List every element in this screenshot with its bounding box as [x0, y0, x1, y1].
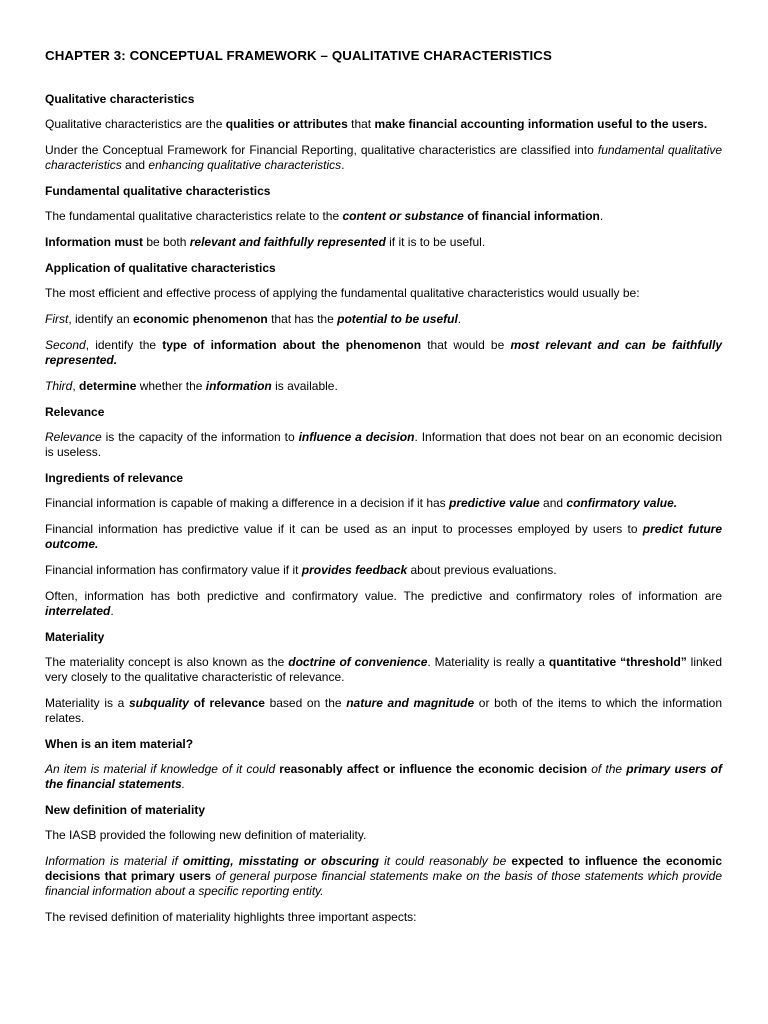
text-run: information — [205, 379, 272, 393]
text-run: fundamental qualitative characteristics — [45, 143, 726, 172]
text-run: doctrine of convenience — [288, 655, 428, 669]
text-run: Under the Conceptual Framework for Financial Reporting, qualitative characteristics are classified into — [45, 143, 598, 157]
text-run: if it is to be useful. — [385, 235, 486, 249]
text-run: make financial accounting information useful to the users. — [374, 117, 708, 131]
text-run: qualities or attributes — [225, 117, 348, 131]
text-run: and — [539, 496, 567, 510]
paragraph — [45, 117, 722, 132]
text-run: Financial information has predictive value if it can be used as an input to processes employed by users to — [45, 522, 643, 536]
text-run: of the — [587, 762, 627, 776]
text-run: is available. — [271, 379, 338, 393]
text-run: interrelated — [45, 604, 111, 618]
paragraph — [45, 496, 722, 511]
text-run: . — [181, 777, 186, 791]
paragraph — [45, 379, 722, 394]
text-run: Financial information is capable of making a difference in a decision if it has — [45, 496, 449, 510]
text-run: of relevance — [188, 696, 265, 710]
text-run: . — [457, 312, 462, 326]
section-heading: Materiality — [45, 630, 105, 644]
chapter-title: CHAPTER 3: CONCEPTUAL FRAMEWORK – QUALITATIVE CHARACTERISTICS — [45, 48, 552, 63]
paragraph — [45, 209, 722, 224]
text-run: linked very closely to the qualitative characteristic of relevance. — [45, 655, 726, 684]
paragraph — [45, 235, 722, 250]
text-run: subquality — [128, 696, 189, 710]
text-run: provides feedback — [301, 563, 408, 577]
paragraph — [45, 563, 722, 578]
paragraph — [45, 589, 726, 619]
text-run: whether the — [136, 379, 206, 393]
text-run: , — [72, 379, 80, 393]
text-run: Materiality is a — [45, 696, 129, 710]
text-run: expected to influence the economic decisions that primary users — [45, 854, 726, 883]
paragraph — [45, 430, 726, 460]
text-run: confirmatory value. — [566, 496, 678, 510]
section-heading: Relevance — [45, 405, 105, 419]
text-run: Second — [45, 338, 86, 352]
text-run: omitting, misstating or obscuring — [182, 854, 379, 868]
paragraph — [45, 910, 722, 925]
paragraph — [45, 522, 726, 552]
text-run: potential to be useful — [337, 312, 458, 326]
section-heading: Qualitative characteristics — [45, 92, 195, 106]
text-run: The most efficient and effective process of applying the fundamental qualitative characteristics would usually be: — [45, 286, 640, 300]
text-run: enhancing qualitative characteristics — [148, 158, 342, 172]
text-run: or both of the items to which the information relates. — [45, 696, 726, 725]
text-run: , identify the — [85, 338, 163, 352]
text-run: it could reasonably be — [379, 854, 512, 868]
text-run: that would be — [421, 338, 511, 352]
paragraph — [45, 338, 726, 368]
section-heading: Application of qualitative characteristics — [45, 261, 276, 275]
text-run: predictive value — [449, 496, 540, 510]
text-run: is the capacity of the information to — [101, 430, 299, 444]
text-run: The IASB provided the following new definition of materiality. — [45, 828, 367, 842]
text-run: quantitative “threshold” — [548, 655, 687, 669]
text-run: . — [110, 604, 114, 618]
paragraph — [45, 696, 726, 726]
text-run: nature and magnitude — [346, 696, 475, 710]
text-run: Information must — [45, 235, 143, 249]
text-run: influence a decision — [298, 430, 415, 444]
text-run: content or substance — [342, 209, 464, 223]
text-run: , identify an — [68, 312, 134, 326]
text-run: economic phenomenon — [133, 312, 268, 326]
text-run: predict future outcome. — [45, 522, 726, 551]
text-run: based on the — [264, 696, 347, 710]
section-heading: Ingredients of relevance — [45, 471, 184, 485]
paragraph — [45, 854, 726, 899]
paragraph — [45, 655, 726, 685]
text-run: Financial information has confirmatory value if it — [45, 563, 302, 577]
paragraph — [45, 286, 722, 301]
text-run: that has the — [267, 312, 338, 326]
paragraph — [45, 143, 726, 173]
paragraph — [45, 762, 726, 792]
paragraph — [45, 828, 722, 843]
text-run: The revised definition of materiality highlights three important aspects: — [45, 910, 417, 924]
text-run: of general purpose financial statements make on the basis of those statements which provide financial information about a specific reporting entity. — [45, 869, 726, 898]
text-run: primary users of the financial statements — [45, 762, 726, 791]
text-run: Often, information has both predictive and confirmatory value. The predictive and confirmatory roles of information are — [45, 589, 726, 603]
text-run: about previous evaluations. — [407, 563, 557, 577]
paragraph — [45, 312, 722, 327]
section-heading: Fundamental qualitative characteristics — [45, 184, 271, 198]
text-run: reasonably affect or influence the economic decision — [279, 762, 588, 776]
text-run: . — [341, 158, 345, 172]
text-run: The fundamental qualitative characteristics relate to the — [45, 209, 343, 223]
text-run: determine — [79, 379, 137, 393]
text-run: An item is material if knowledge of it could — [45, 762, 280, 776]
text-run: most relevant and can be faithfully represented. — [45, 338, 726, 367]
text-run: Qualitative characteristics are the — [45, 117, 226, 131]
text-run: Relevance — [45, 430, 102, 444]
text-run: First — [45, 312, 69, 326]
text-run: of financial information — [463, 209, 600, 223]
text-run: . — [599, 209, 604, 223]
text-run: and — [121, 158, 149, 172]
section-heading: New definition of materiality — [45, 803, 206, 817]
text-run: The materiality concept is also known as the — [45, 655, 289, 669]
text-run: . Materiality is really a — [427, 655, 549, 669]
text-run: . Information that does not bear on an economic decision is useless. — [45, 430, 726, 459]
text-run: Information is material if — [45, 854, 183, 868]
text-run: be both — [143, 235, 190, 249]
text-run: relevant and faithfully represented — [189, 235, 386, 249]
section-heading: When is an item material? — [45, 737, 194, 751]
text-run: type of information about the phenomenon — [162, 338, 422, 352]
document-body — [45, 47, 726, 936]
text-run: that — [347, 117, 375, 131]
text-run: Third — [45, 379, 73, 393]
